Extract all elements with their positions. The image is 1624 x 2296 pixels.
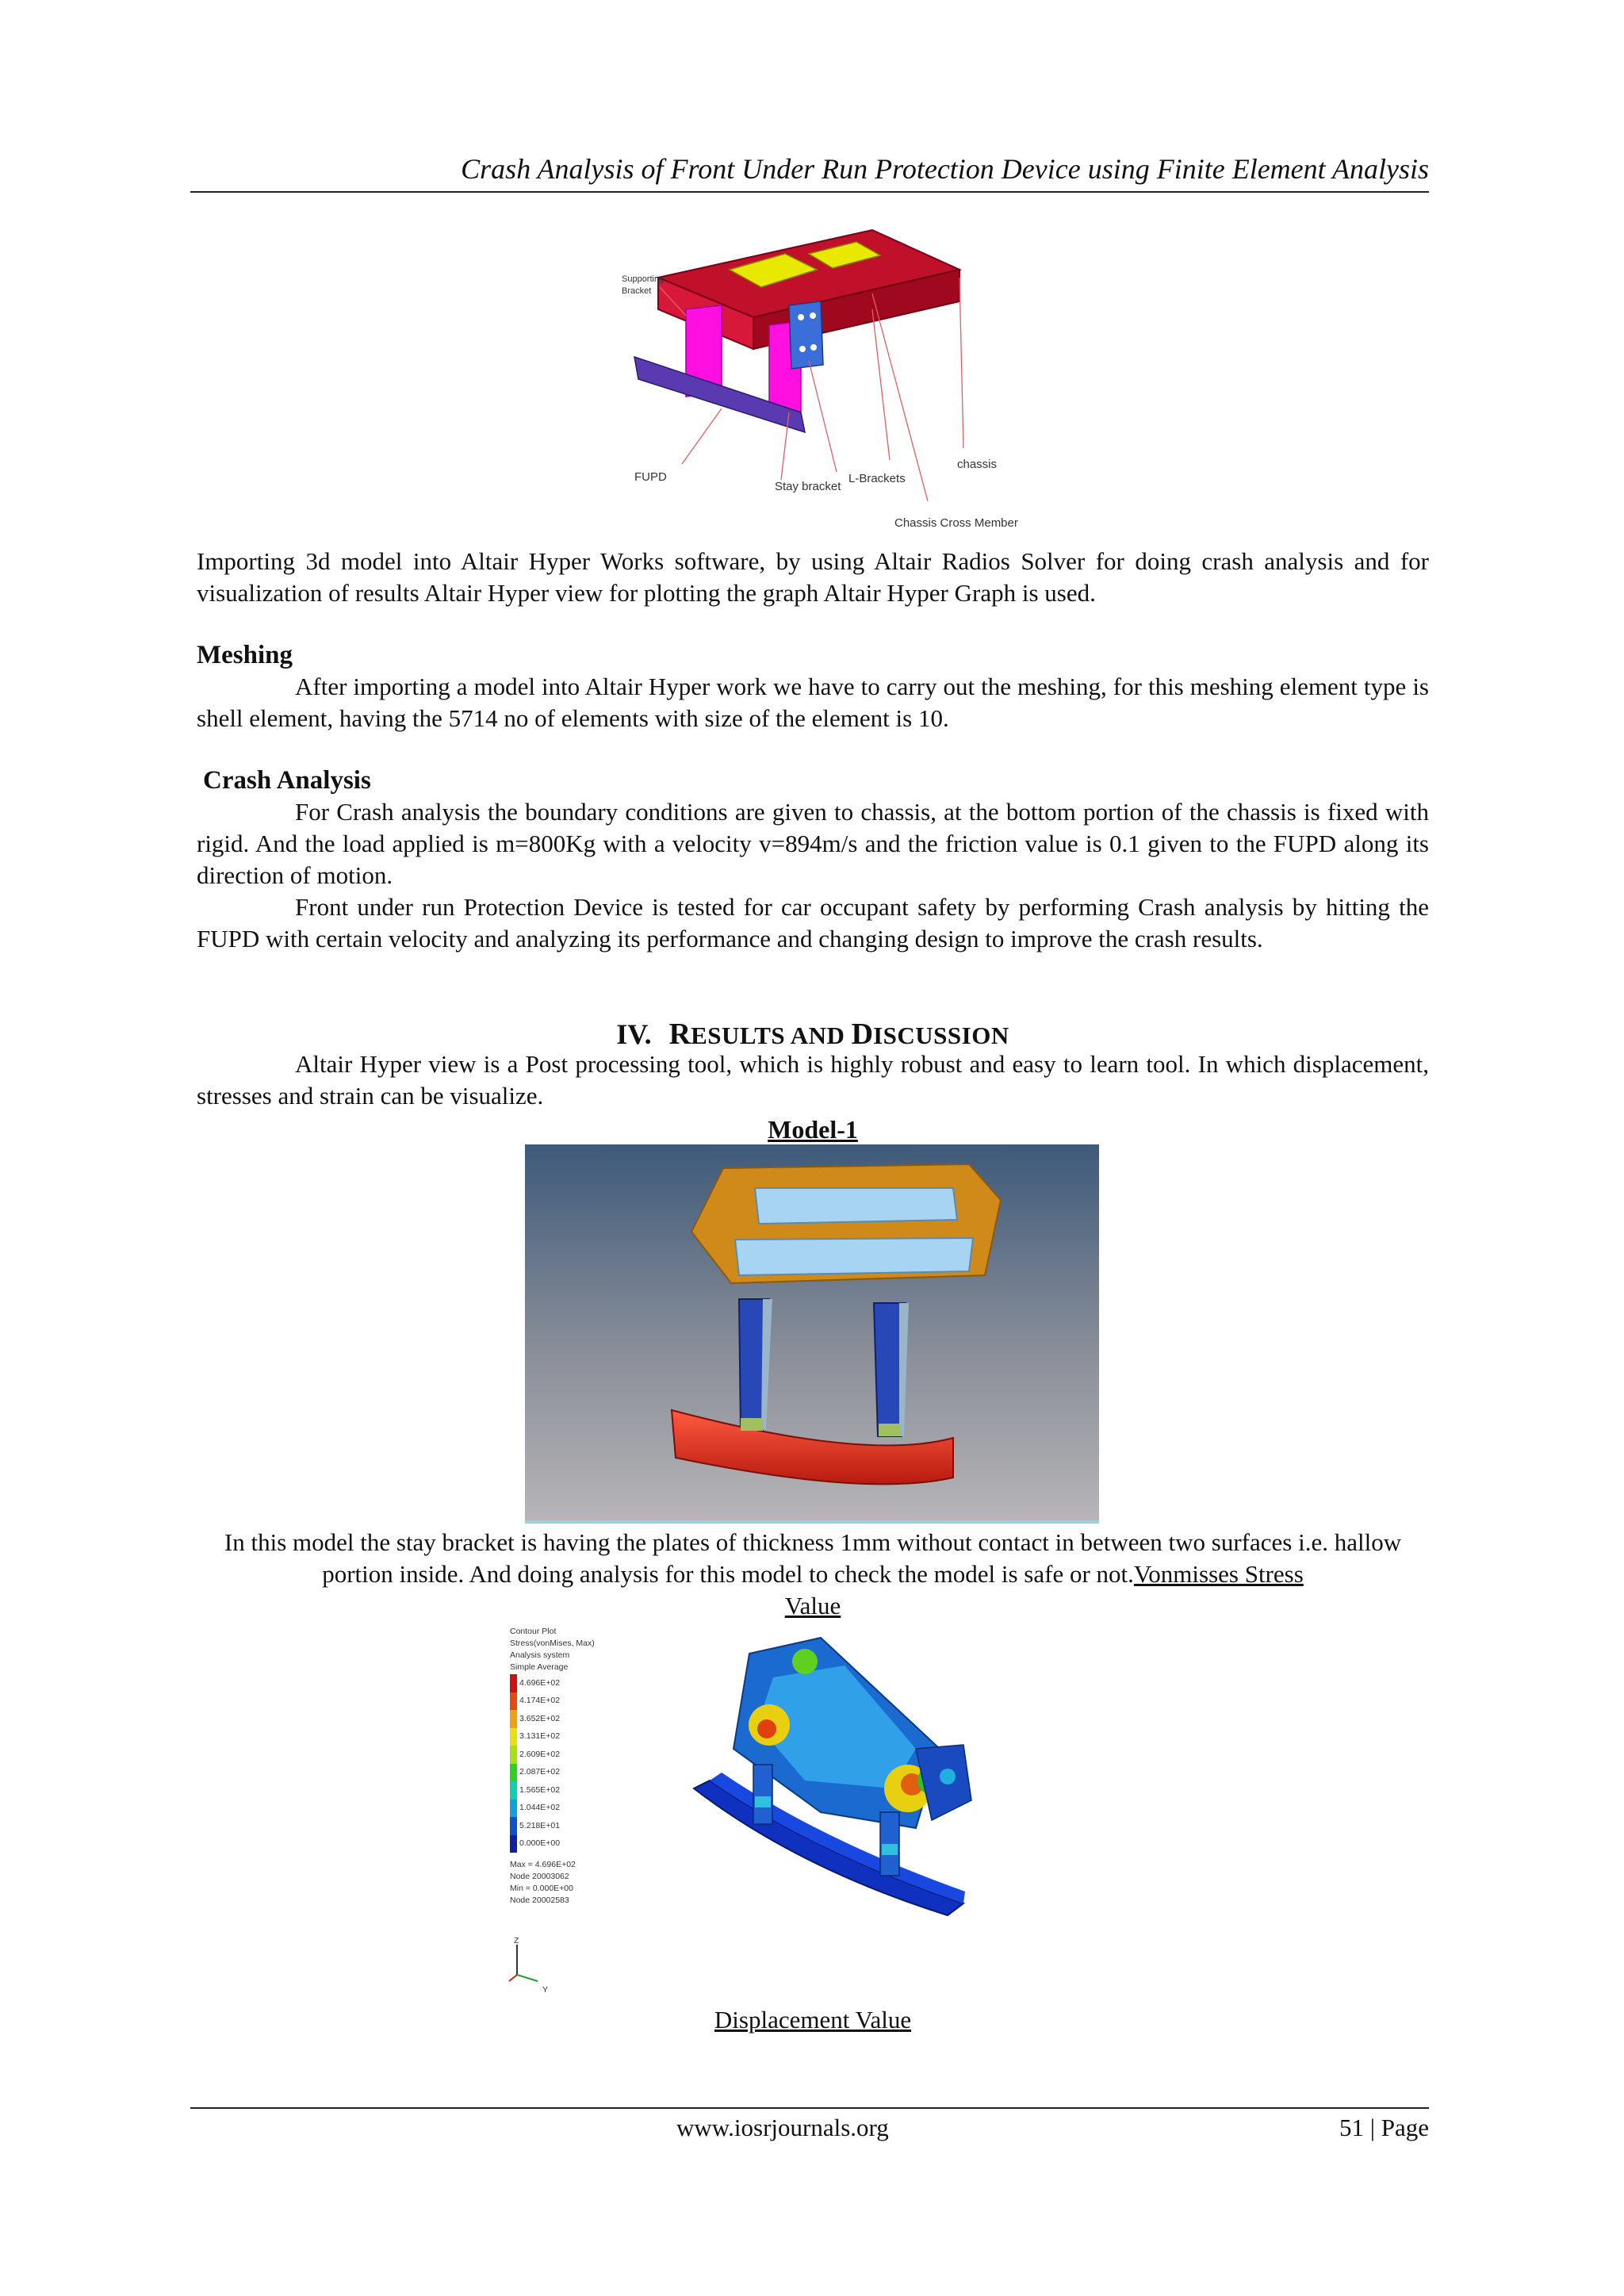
axis-z-label: Z	[514, 1936, 519, 1945]
legend-color-swatch	[510, 1746, 517, 1764]
legend-scale-row	[510, 1800, 605, 1818]
legend-scale-row	[510, 1746, 605, 1764]
legend-scale-row	[510, 1674, 605, 1692]
legend-color-swatch	[510, 1764, 517, 1782]
section-number: IV.	[616, 1018, 652, 1050]
paragraph-crash-1: For Crash analysis the boundary conditions are given to chassis, at the bottom portion of the chassis is fixed with rigid. And the load applied is m=800Kg with a velocity v=894m/s and the friction value is 0.1 given to the FUPD along its direction of motion.	[197, 798, 1429, 889]
legend-min: Min = 0.000E+00	[510, 1884, 573, 1893]
legend-title-line: Simple Average	[510, 1662, 569, 1672]
heading-crash-analysis: Crash Analysis	[203, 766, 371, 795]
legend-value: 3.652E+02	[519, 1713, 561, 1723]
legend-value: 0.000E+00	[519, 1838, 561, 1849]
legend-color-swatch	[510, 1781, 517, 1800]
footer-website: www.iosrjournals.org	[676, 2114, 889, 2141]
legend-color-swatch	[510, 1835, 517, 1853]
legend-color-swatch	[510, 1728, 517, 1746]
displacement-value-label: Displacement Value	[714, 2006, 912, 2033]
paragraph-results: Altair Hyper view is a Post processing tool, which is highly robust and easy to learn tool. In which displacement, stresses and strain can be visualize.	[197, 1050, 1429, 1110]
legend-scale	[510, 1674, 605, 1853]
paragraph-crash-2: Front under run Protection Device is tested for car occupant safety by performing Crash analysis by hitting the FUPD with certain velocity and analyzing its performance and changing design to improve the crash results.	[197, 893, 1429, 953]
legend-color-swatch	[510, 1817, 517, 1835]
figure-model-1-render	[525, 1144, 1099, 1524]
legend-value: 1.044E+02	[519, 1803, 561, 1813]
legend-value: 4.696E+02	[519, 1677, 561, 1688]
legend-value: 2.087E+02	[519, 1767, 561, 1777]
label-l-brackets: L-Brackets	[848, 472, 906, 485]
figure-vonmises-stress-contour	[678, 1630, 1011, 1931]
legend-title-line: Stress(vonMises, Max)	[510, 1639, 595, 1648]
paragraph-intro: Importing 3d model into Altair Hyper Works software, by using Altair Radios Solver for doing crash analysis and for visualization of results Altair Hyper view for plotting the graph Altair Hyper Graph is used.	[197, 547, 1429, 607]
legend-value: 5.218E+01	[519, 1820, 561, 1830]
legend-scale-row	[510, 1692, 605, 1711]
label-supporting-bracket: Supporting Bracket	[622, 274, 665, 296]
legend-scale-row	[510, 1835, 605, 1853]
legend-color-swatch	[510, 1710, 517, 1728]
legend-title-line: Analysis system	[510, 1650, 570, 1660]
footer-rule	[190, 2107, 1429, 2109]
legend-max: Max = 4.696E+02	[510, 1860, 576, 1869]
footer-page-number: 51 | Page	[1339, 2114, 1429, 2141]
label-chassis-cross-member: Chassis Cross Member	[894, 516, 1018, 530]
legend-color-swatch	[510, 1692, 517, 1711]
legend-min-node: Node 20002583	[510, 1895, 569, 1905]
axis-y-label: Y	[542, 1985, 549, 1995]
vonmisses-stress-label-line2: Value	[784, 1592, 841, 1619]
legend-value: 2.609E+02	[519, 1749, 561, 1759]
legend-max-node: Node 20003062	[510, 1872, 569, 1881]
heading-meshing: Meshing	[197, 641, 293, 669]
contour-legend	[510, 1626, 605, 1907]
legend-scale-row	[510, 1728, 605, 1746]
label-fupd: FUPD	[634, 470, 667, 484]
legend-scale-row	[510, 1764, 605, 1782]
legend-color-swatch	[510, 1800, 517, 1818]
running-header: Crash Analysis of Front Under Run Protection Device using Finite Element Analysis	[461, 153, 1429, 185]
section-heading-results: IV. RESULTS AND DISCUSSION	[616, 1018, 1009, 1051]
legend-color-swatch	[510, 1674, 517, 1692]
model-1-caption: In this model the stay bracket is having the plates of thickness 1mm without contact in between two surfaces i.e. hallow portion inside. And doing analysis for this model to check the model is safe or not.Vonmisses Stress Value	[224, 1528, 1402, 1619]
legend-value: 1.565E+02	[519, 1784, 561, 1795]
legend-scale-row	[510, 1710, 605, 1728]
paragraph-meshing: After importing a model into Altair Hyper work we have to carry out the meshing, for this meshing element type is shell element, having the 5714 no of elements with size of the element is 10.	[197, 673, 1429, 732]
vonmisses-stress-label: Vonmisses Stress	[1133, 1560, 1304, 1588]
legend-value: 3.131E+02	[519, 1731, 561, 1742]
legend-value: 4.174E+02	[519, 1696, 561, 1706]
legend-scale-row	[510, 1781, 605, 1800]
label-stay-bracket: Stay bracket	[775, 480, 841, 493]
legend-scale-row	[510, 1817, 605, 1835]
model-1-label: Model-1	[768, 1115, 858, 1144]
label-chassis: chassis	[957, 458, 998, 471]
header-rule	[190, 191, 1429, 193]
legend-title-line: Contour Plot	[510, 1627, 557, 1636]
